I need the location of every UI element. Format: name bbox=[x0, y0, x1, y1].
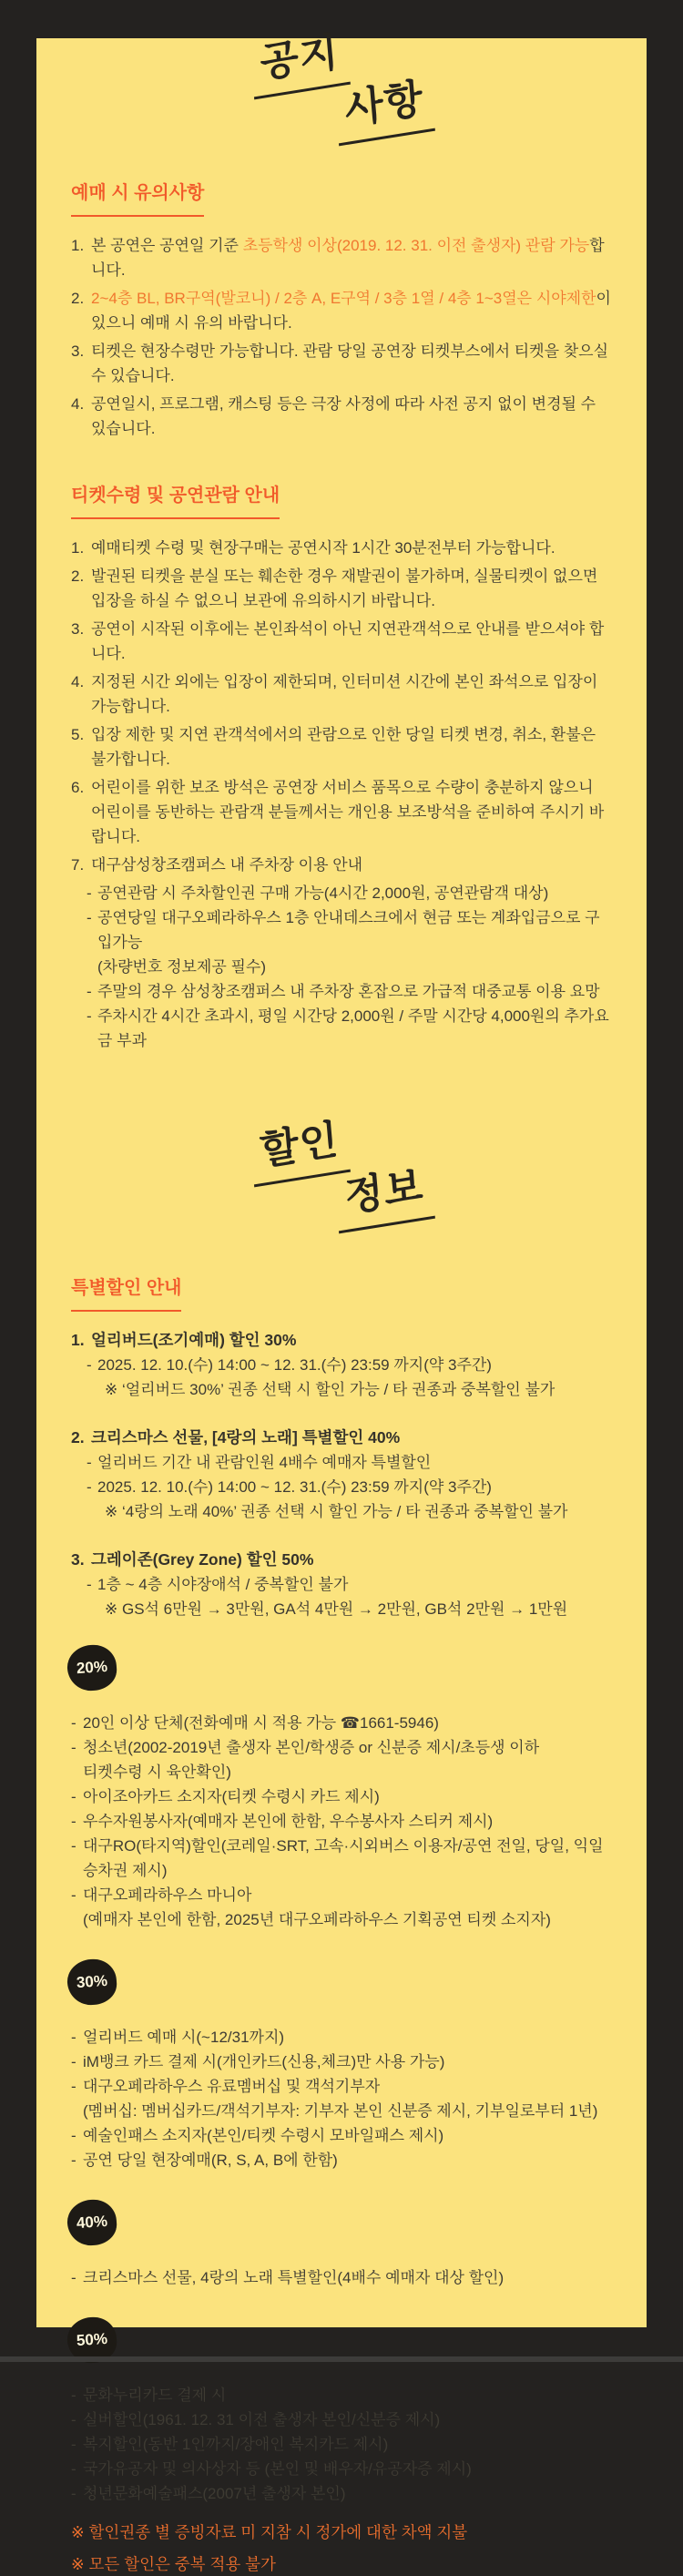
special-discount-title-text: 크리스마스 선물, [4랑의 노래] 특별할인 40% bbox=[91, 1428, 401, 1446]
dash-marker: - bbox=[71, 1739, 76, 1756]
item-line: 대구RO(타지역)할인(코레일·SRT, 고속·시외버스 이용자/공연 전일, 당일, 익일 승차권 제시) bbox=[83, 1837, 604, 1879]
item-line: 얼리버드 예매 시(~12/31까지) bbox=[83, 2029, 285, 2046]
plain-text: 공연일시, 프로그램, 캐스팅 등은 극장 사정에 따라 사전 공지 없이 변경될 수 있습니다. bbox=[91, 395, 596, 437]
special-sub-text: 2025. 12. 10.(수) 14:00 ~ 12. 31.(수) 23:59 까지(약 3주간) bbox=[97, 1356, 492, 1374]
item-line: 청년문화예술패스(2007년 출생자 본인) bbox=[83, 2485, 346, 2502]
item-line: (멤버십: 멤버십카드/객석기부자: 기부자 본인 신분증 제시, 기부일로부터 1년) bbox=[83, 2102, 598, 2120]
section-heading: 티켓수령 및 공연관람 안내 bbox=[71, 485, 280, 519]
notice-sub-item bbox=[71, 1004, 612, 1053]
badge-item-list bbox=[71, 1711, 612, 1932]
item-line: 문화누리카드 결제 시 bbox=[83, 2387, 227, 2404]
item-line: 국가유공자 및 의사상자 등 (본인 및 배우자/유공자증 제시) bbox=[83, 2460, 472, 2478]
badge-item-text bbox=[83, 1711, 439, 1735]
notice-item bbox=[71, 339, 612, 388]
badge-list-item bbox=[71, 1834, 612, 1883]
notice-item-text bbox=[91, 617, 612, 666]
special-sub-text: 2025. 12. 10.(수) 14:00 ~ 12. 31.(수) 23:59 까지(약 3주간) bbox=[97, 1478, 492, 1496]
item-line: 대구오페라하우스 마니아 bbox=[83, 1886, 252, 1904]
dash-marker: - bbox=[71, 2411, 76, 2428]
notice-title-text2: 사항 bbox=[335, 77, 436, 147]
item-line: (예매자 본인에 한함, 2025년 대구오페라하우스 기획공연 티켓 소지자) bbox=[83, 1911, 551, 1928]
notice-card bbox=[36, 29, 647, 2573]
percent-badge: 30% bbox=[66, 1958, 117, 2007]
special-discount-heading: 특별할인 안내 bbox=[71, 1277, 181, 1312]
special-discount-group bbox=[71, 1548, 612, 1621]
dash-marker: - bbox=[71, 1788, 76, 1805]
special-sub-item bbox=[71, 1475, 612, 1499]
discount-badge-block bbox=[71, 2200, 612, 2290]
notice-item-number: 6. bbox=[71, 779, 85, 796]
badge-item-list bbox=[71, 2025, 612, 2172]
notice-page bbox=[0, 29, 683, 2573]
item-line: 대구오페라하우스 유료멤버십 및 객석기부자 bbox=[83, 2078, 381, 2095]
item-line: 청소년(2002-2019년 출생자 본인/학생증 or 신분증 제시/초등생 이하 bbox=[83, 1739, 540, 1756]
dash-marker: - bbox=[71, 1714, 76, 1732]
notice-item bbox=[71, 722, 612, 772]
notice-sub-item bbox=[71, 905, 612, 979]
notice-sections bbox=[71, 153, 612, 1053]
badge-list-item bbox=[71, 2457, 612, 2481]
item-line: 공연당일 대구오페라하우스 1층 안내데스크에서 현금 또는 계좌입금으로 구입가능 bbox=[97, 909, 600, 951]
badge-list-item bbox=[71, 2050, 612, 2074]
badge-list-item bbox=[71, 2148, 612, 2172]
notice-item-number: 4. bbox=[71, 395, 85, 413]
special-discount-title-text: 얼리버드(조기예매) 할인 30% bbox=[91, 1331, 297, 1349]
notice-section bbox=[71, 153, 612, 441]
percent-badge: 50% bbox=[66, 2315, 117, 2365]
dash-marker: - bbox=[87, 1454, 92, 1471]
notice-sub-item bbox=[71, 979, 612, 1004]
item-line: 20인 이상 단체(전화예매 시 적용 가능 ☎1661-5946) bbox=[83, 1714, 439, 1732]
badge-item-text bbox=[83, 2383, 226, 2407]
badge-item-text bbox=[83, 2432, 388, 2457]
dash-marker: - bbox=[71, 2460, 76, 2478]
special-discount-title bbox=[71, 1328, 612, 1353]
item-line: 크리스마스 선물, 4랑의 노래 특별할인(4배수 예매자 대상 할인) bbox=[83, 2269, 505, 2286]
notice-item-text bbox=[91, 339, 612, 388]
badge-item-text bbox=[83, 2457, 472, 2481]
notice-item-text bbox=[91, 392, 612, 441]
notice-item-text bbox=[91, 670, 612, 719]
badge-item-text bbox=[83, 2481, 346, 2506]
notice-item bbox=[71, 392, 612, 441]
dash-marker: - bbox=[87, 1007, 92, 1025]
notice-item bbox=[71, 617, 612, 666]
discount-badge-block bbox=[71, 2317, 612, 2506]
dash-marker: - bbox=[87, 1576, 92, 1593]
special-discount-title bbox=[71, 1548, 612, 1572]
notice-item bbox=[71, 775, 612, 849]
badge-item-text bbox=[83, 2050, 444, 2074]
badge-item-text bbox=[83, 1834, 612, 1883]
plain-text: 발권된 티켓을 분실 또는 훼손한 경우 재발권이 불가하며, 실물티켓이 없으면 입장을 하실 수 없으니 보관에 유의하시기 바랍니다. bbox=[91, 567, 598, 609]
special-sub-item bbox=[71, 1450, 612, 1475]
badge-item-text bbox=[83, 2407, 440, 2432]
badge-item-text bbox=[83, 2148, 338, 2172]
discount-title-text2: 정보 bbox=[335, 1165, 436, 1234]
dash-marker: - bbox=[71, 1813, 76, 1830]
notice-item-text bbox=[91, 233, 612, 282]
notice-item-number: 2. bbox=[71, 567, 85, 585]
item-line: 공연관람 시 주차할인권 구매 가능(4시간 2,000원, 공연관람객 대상) bbox=[97, 884, 549, 902]
special-discount-title bbox=[71, 1426, 612, 1450]
dash-marker: - bbox=[87, 909, 92, 926]
highlighted-text: 2~4층 BL, BR구역(발코니) / 2층 A, E구역 / 3층 1열 / 4층 1~3열은 시야제한 bbox=[91, 290, 596, 307]
special-sub-item bbox=[71, 1572, 612, 1597]
badge-list-item bbox=[71, 2383, 612, 2407]
dash-marker: - bbox=[87, 884, 92, 902]
badge-list-item bbox=[71, 2074, 612, 2123]
discount-badge-block bbox=[71, 1645, 612, 1932]
plain-text: 이 있으니 예매 시 유의 바랍니다. bbox=[91, 290, 611, 332]
badge-item-text bbox=[83, 2123, 443, 2148]
badge-item-list bbox=[71, 2383, 612, 2506]
notice-sub-item bbox=[71, 881, 612, 905]
badge-list-item bbox=[71, 1784, 612, 1809]
section-heading: 예매 시 유의사항 bbox=[71, 182, 204, 217]
dash-marker: - bbox=[71, 2485, 76, 2502]
badge-list-item bbox=[71, 2265, 612, 2290]
special-discount-group bbox=[71, 1426, 612, 1524]
notice-title-text1: 공지 bbox=[250, 31, 352, 100]
plain-text: 예매티켓 수령 및 현장구매는 공연시작 1시간 30분전부터 가능합니다. bbox=[91, 539, 556, 557]
item-line: 주차시간 4시간 초과시, 평일 시간당 2,000원 / 주말 시간당 4,000원의 추가요금 부과 bbox=[97, 1007, 609, 1049]
discount-title-line2 bbox=[158, 1163, 612, 1226]
notice-sub-text bbox=[97, 979, 600, 1004]
item-line: 복지할인(동반 1인까지/장애인 복지카드 제시) bbox=[83, 2436, 389, 2453]
badge-item-text bbox=[83, 1784, 380, 1809]
notice-item bbox=[71, 536, 612, 560]
section-items bbox=[71, 233, 612, 441]
badge-item-text bbox=[83, 1883, 551, 1932]
notice-title-line2 bbox=[158, 76, 612, 138]
plain-text: 지정된 시간 외에는 입장이 제한되며, 인터미션 시간에 본인 좌석으로 입장이 가능합니다. bbox=[91, 673, 598, 715]
special-note: ※ ‘4랑의 노래 40%’ 권종 선택 시 할인 가능 / 타 권종과 중복할인 불가 bbox=[105, 1503, 568, 1520]
dash-marker: - bbox=[71, 2269, 76, 2286]
item-line: 아이조아카드 소지자(티켓 수령시 카드 제시) bbox=[83, 1788, 380, 1805]
special-sub-text: 1층 ~ 4층 시야장애석 / 중복할인 불가 bbox=[97, 1576, 349, 1593]
notice-title bbox=[71, 29, 612, 153]
notice-item-number: 7. bbox=[71, 856, 85, 874]
special-discount-number: 3. bbox=[71, 1550, 85, 1569]
badge-item-text bbox=[83, 2025, 284, 2050]
plain-text: 입장 제한 및 지연 관객석에서의 관람으로 인한 당일 티켓 변경, 취소, 환불은 불가합니다. bbox=[91, 726, 596, 768]
notice-item bbox=[71, 233, 612, 282]
badge-list-item bbox=[71, 1809, 612, 1834]
notice-item-number: 2. bbox=[71, 290, 85, 307]
plain-text: 합니다. bbox=[91, 237, 605, 279]
badge-item-text bbox=[83, 1809, 493, 1834]
special-discount-number: 1. bbox=[71, 1331, 85, 1349]
bottom-strip bbox=[0, 2356, 683, 2362]
discount-title bbox=[71, 1117, 612, 1241]
notice-item-number: 5. bbox=[71, 726, 85, 743]
notice-item bbox=[71, 286, 612, 335]
notice-sub-text bbox=[97, 905, 612, 979]
notice-item-text bbox=[91, 722, 612, 772]
notice-item-number: 4. bbox=[71, 673, 85, 690]
item-line: 예술인패스 소지자(본인/티켓 수령시 모바일패스 제시) bbox=[83, 2127, 444, 2144]
dash-marker: - bbox=[87, 1478, 92, 1496]
notice-item-text bbox=[91, 853, 612, 877]
badge-list-item bbox=[71, 1883, 612, 1932]
plain-text: 공연이 시작된 이후에는 본인좌석이 아닌 지연관객석으로 안내를 받으셔야 합니다. bbox=[91, 620, 605, 662]
badge-list-item bbox=[71, 1735, 612, 1784]
notice-item-number: 3. bbox=[71, 620, 85, 638]
notice-sub-text bbox=[97, 1004, 612, 1053]
dash-marker: - bbox=[71, 2436, 76, 2453]
section-items bbox=[71, 536, 612, 1053]
notice-section bbox=[71, 445, 612, 1053]
dash-marker: - bbox=[87, 983, 92, 1000]
percent-badge: 20% bbox=[66, 1643, 117, 1692]
item-line: iM뱅크 카드 결제 시(개인카드(신용,체크)만 사용 가능) bbox=[83, 2053, 445, 2070]
badge-list-item bbox=[71, 2407, 612, 2432]
plain-text: 티켓은 현장수령만 가능합니다. 관람 당일 공연장 티켓부스에서 티켓을 찾으실 수 있습니다. bbox=[91, 342, 609, 384]
dash-marker: - bbox=[71, 2053, 76, 2070]
badge-list-item bbox=[71, 2432, 612, 2457]
badge-item-text bbox=[83, 2074, 597, 2123]
discount-title-text1: 할인 bbox=[250, 1119, 352, 1188]
dash-marker: - bbox=[71, 2127, 76, 2144]
dash-marker: - bbox=[71, 2387, 76, 2404]
dash-marker: - bbox=[71, 2078, 76, 2095]
special-note: ※ GS석 6만원 → 3만원, GA석 4만원 → 2만원, GB석 2만원 → 1만원 bbox=[105, 1600, 568, 1618]
item-line: (차량번호 정보제공 필수) bbox=[97, 958, 266, 976]
badge-item-text bbox=[83, 1735, 539, 1784]
item-line: 우수자원봉사자(예매자 본인에 한함, 우수봉사자 스티커 제시) bbox=[83, 1813, 494, 1830]
notice-item bbox=[71, 853, 612, 877]
badge-list-item bbox=[71, 2025, 612, 2050]
highlighted-text: 초등학생 이상(2019. 12. 31. 이전 출생자) 관람 가능 bbox=[242, 237, 590, 254]
footnotes bbox=[71, 2520, 612, 2576]
item-line: 티켓수령 시 육안확인) bbox=[83, 1763, 231, 1781]
special-sub-text: 얼리버드 기간 내 관람인원 4배수 예매자 특별할인 bbox=[97, 1454, 432, 1471]
dash-marker: - bbox=[71, 1886, 76, 1904]
special-discount-number: 2. bbox=[71, 1428, 85, 1446]
notice-item-text bbox=[91, 536, 612, 560]
notice-item bbox=[71, 564, 612, 613]
discount-badge-block bbox=[71, 1959, 612, 2172]
item-line: 공연 당일 현장예매(R, S, A, B에 한함) bbox=[83, 2152, 338, 2169]
special-discount-section bbox=[71, 1241, 612, 1621]
footnote: ※ 할인권종 별 증빙자료 미 지참 시 정가에 대한 차액 지불 bbox=[71, 2523, 468, 2541]
badge-item-list bbox=[71, 2265, 612, 2290]
plain-text: 어린이를 위한 보조 방석은 공연장 서비스 품목으로 수량이 충분하지 않으니 어린이를 동반하는 관람객 분들께서는 개인용 보조방석을 준비하여 주시기 바랍니다. bbox=[91, 779, 605, 845]
dash-marker: - bbox=[87, 1356, 92, 1374]
special-discount-items bbox=[71, 1328, 612, 1621]
plain-text: 대구삼성창조캠퍼스 내 주차장 이용 안내 bbox=[91, 856, 363, 874]
item-line: 실버할인(1961. 12. 31 이전 출생자 본인/신분증 제시) bbox=[83, 2411, 441, 2428]
badge-list-item bbox=[71, 1711, 612, 1735]
discount-badges bbox=[71, 1645, 612, 2506]
notice-item-number: 1. bbox=[71, 237, 85, 254]
item-line: 주말의 경우 삼성창조캠퍼스 내 주차장 혼잡으로 가급적 대중교통 이용 요망 bbox=[97, 983, 600, 1000]
footnote: ※ 모든 할인은 중복 적용 불가 bbox=[71, 2555, 276, 2573]
badge-list-item bbox=[71, 2123, 612, 2148]
notice-item-text bbox=[91, 775, 612, 849]
notice-item-text bbox=[91, 564, 612, 613]
special-discount-title-text: 그레이존(Grey Zone) 할인 50% bbox=[91, 1550, 314, 1569]
dash-marker: - bbox=[71, 2029, 76, 2046]
dash-marker: - bbox=[71, 1837, 76, 1855]
notice-item bbox=[71, 670, 612, 719]
notice-item-text bbox=[91, 286, 612, 335]
percent-badge: 40% bbox=[66, 2198, 117, 2247]
plain-text: 본 공연은 공연일 기준 bbox=[91, 237, 243, 254]
notice-sub-text bbox=[97, 881, 548, 905]
special-note: ※ ‘얼리버드 30%’ 권종 선택 시 할인 가능 / 타 권종과 중복할인 불가 bbox=[105, 1381, 556, 1398]
notice-item-number: 1. bbox=[71, 539, 85, 557]
special-sub-item bbox=[71, 1353, 612, 1377]
badge-list-item bbox=[71, 2481, 612, 2506]
notice-item-number: 3. bbox=[71, 342, 85, 360]
special-discount-group bbox=[71, 1328, 612, 1402]
dash-marker: - bbox=[71, 2152, 76, 2169]
badge-item-text bbox=[83, 2265, 504, 2290]
